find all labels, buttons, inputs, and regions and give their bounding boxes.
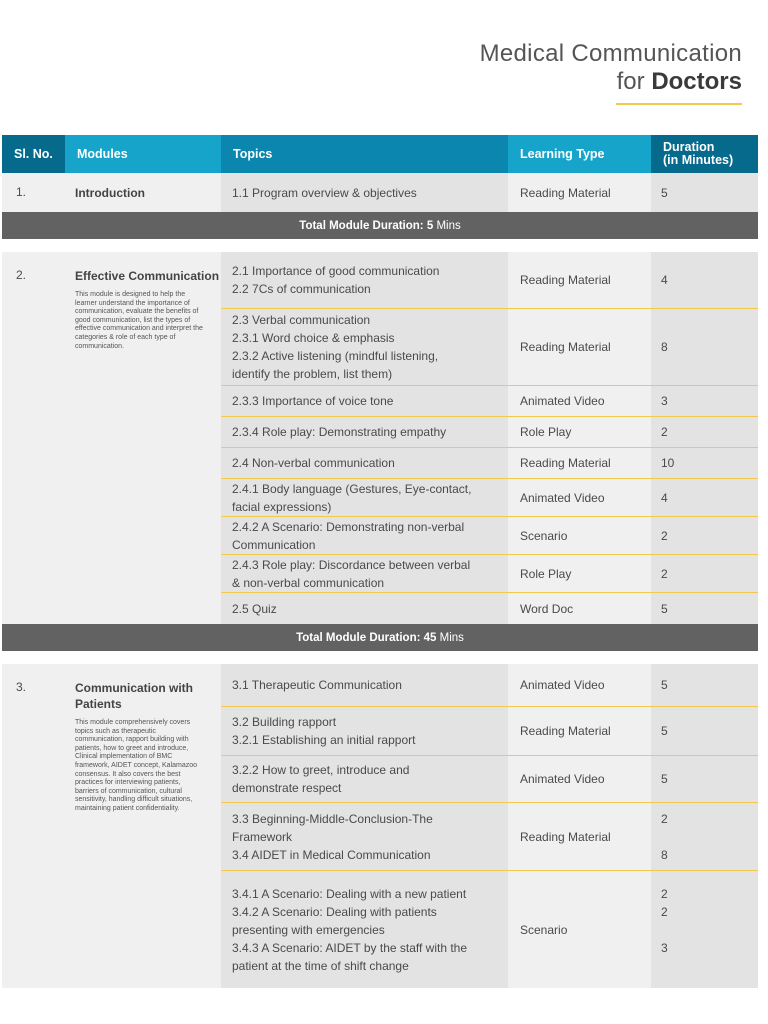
topic-line: 2.3.2 Active listening (mindful listening, — [232, 349, 439, 363]
total-label: Total Module Duration: 5 — [299, 219, 434, 232]
duration-cell — [651, 479, 758, 517]
topic-line: 2.1 Importance of good communication — [232, 264, 440, 278]
duration-cell — [651, 707, 758, 756]
learning-type-column — [508, 252, 651, 624]
module-cell — [65, 664, 221, 988]
module-description: This module comprehensively covers topics such as therapeutic communication, rapport building with patients, how to greet and introduce, Clinical implementation of BMC framework, AIDET concept, Kalamazoo consensus. It also covers the best practices for interviewing patients, barriers of communication, cultural sensitivity, handling difficult situations, maintaining patient confidentiality. — [75, 719, 198, 812]
learning-type-cell: Reading Material — [508, 803, 651, 871]
duration-cell — [651, 309, 758, 386]
module-block — [2, 173, 758, 212]
duration-column — [651, 173, 758, 212]
duration-value: 5 — [661, 678, 668, 692]
topic-line: presenting with emergencies — [232, 922, 385, 937]
learning-type-cell: Reading Material — [508, 707, 651, 756]
duration-value: 2 — [661, 811, 668, 826]
topic-line: 3.2.1 Establishing an initial rapport — [232, 733, 416, 747]
topic-line: identify the problem, list them) — [232, 367, 393, 381]
module-title: Introduction — [75, 186, 145, 200]
learning-type-cell: Scenario — [508, 517, 651, 555]
learning-type-cell: Role Play — [508, 417, 651, 448]
topic-cell — [221, 803, 508, 871]
learning-type-cell: Animated Video — [508, 479, 651, 517]
header-sl-no: Sl. No. — [2, 135, 65, 173]
curriculum-table — [2, 135, 758, 988]
topic-cell — [221, 173, 508, 212]
topic-line: facial expressions) — [232, 499, 332, 514]
topic-line: Framework — [232, 829, 293, 844]
topic-line: 3.4.2 A Scenario: Dealing with patients — [232, 904, 437, 919]
duration-value: 4 — [661, 273, 668, 287]
duration-value: 8 — [661, 340, 668, 354]
duration-value: 5 — [661, 601, 668, 616]
title-underline — [616, 103, 742, 105]
title-for: for — [616, 68, 645, 95]
duration-cell — [651, 756, 758, 803]
module-sl-no: 2. — [2, 252, 65, 624]
topic-line: 2.5 Quiz — [232, 601, 277, 616]
total-unit: Mins — [439, 631, 464, 644]
learning-type-cell: Reading Material — [508, 309, 651, 386]
module-gap — [2, 651, 758, 664]
topic-cell — [221, 417, 508, 448]
topic-cell — [221, 871, 508, 988]
duration-value: 2 — [661, 425, 668, 439]
topic-line: 3.4 AIDET in Medical Communication — [232, 847, 431, 862]
duration-value — [661, 921, 668, 939]
duration-value: 2 — [661, 904, 668, 919]
topic-line: 3.2 Building rapport — [232, 715, 337, 729]
topics-column — [221, 173, 508, 212]
duration-cell — [651, 417, 758, 448]
topic-line: Communication — [232, 537, 316, 552]
topic-line: 1.1 Program overview & objectives — [232, 185, 417, 200]
module-total-bar — [2, 212, 758, 239]
topic-cell — [221, 555, 508, 593]
topic-cell — [221, 593, 508, 624]
topic-line: 2.3.4 Role play: Demonstrating empathy — [232, 425, 447, 439]
modules-body — [2, 173, 758, 988]
duration-value — [661, 828, 668, 846]
topics-column — [221, 664, 508, 988]
header-duration — [651, 135, 758, 173]
topic-cell — [221, 664, 508, 707]
header-duration-label: Duration — [663, 140, 715, 154]
duration-cell — [651, 664, 758, 707]
topic-line: 2.4 Non-verbal communication — [232, 456, 395, 470]
duration-column — [651, 664, 758, 988]
topic-line: 2.2 7Cs of communication — [232, 282, 371, 296]
topic-line: & non-verbal communication — [232, 575, 385, 590]
learning-type-cell: Animated Video — [508, 664, 651, 707]
learning-type-cell: Animated Video — [508, 386, 651, 417]
learning-type-cell: Animated Video — [508, 756, 651, 803]
module-cell — [65, 252, 221, 624]
duration-column — [651, 252, 758, 624]
module-block — [2, 664, 758, 988]
topic-line: 3.4.3 A Scenario: AIDET by the staff with the — [232, 940, 468, 955]
topic-line: demonstrate respect — [232, 781, 342, 795]
duration-value: 2 — [661, 886, 668, 901]
learning-type-cell: Role Play — [508, 555, 651, 593]
duration-value: 3 — [661, 940, 668, 955]
total-label: Total Module Duration: 45 — [296, 631, 437, 644]
topic-line: patient at the time of shift change — [232, 958, 409, 973]
duration-cell — [651, 448, 758, 479]
topic-line: 2.3 Verbal communication — [232, 313, 371, 327]
learning-type-column — [508, 173, 651, 212]
topic-line: 3.1 Therapeutic Communication — [232, 678, 402, 692]
duration-value: 5 — [661, 185, 668, 200]
module-block — [2, 252, 758, 624]
topic-cell — [221, 707, 508, 756]
duration-value: 5 — [661, 772, 668, 786]
learning-type-cell: Reading Material — [508, 252, 651, 309]
topic-line: 2.3.3 Importance of voice tone — [232, 394, 394, 408]
topic-cell — [221, 517, 508, 555]
module-gap — [2, 239, 758, 252]
duration-cell — [651, 252, 758, 309]
module-total-bar — [2, 624, 758, 651]
learning-type-cell: Reading Material — [508, 448, 651, 479]
topic-cell — [221, 756, 508, 803]
duration-cell — [651, 871, 758, 988]
duration-value: 2 — [661, 566, 668, 581]
topic-cell — [221, 309, 508, 386]
duration-value: 3 — [661, 394, 668, 408]
table-header — [2, 135, 758, 173]
header-modules: Modules — [65, 135, 221, 173]
topic-cell — [221, 479, 508, 517]
duration-value — [661, 957, 668, 975]
topic-line: 3.2.2 How to greet, introduce and — [232, 763, 410, 777]
topic-line: 2.4.3 Role play: Discordance between verbal — [232, 557, 471, 572]
module-cell — [65, 173, 221, 212]
duration-cell — [651, 173, 758, 212]
topic-line: 2.4.2 A Scenario: Demonstrating non-verbal — [232, 519, 465, 534]
duration-cell — [651, 593, 758, 624]
topic-line: 2.3.1 Word choice & emphasis — [232, 331, 395, 345]
title-line-2 — [480, 68, 742, 96]
duration-value: 8 — [661, 847, 668, 862]
topic-line: 3.3 Beginning-Middle-Conclusion-The — [232, 811, 433, 826]
duration-value: 4 — [661, 490, 668, 505]
topics-column — [221, 252, 508, 624]
duration-cell — [651, 386, 758, 417]
duration-cell — [651, 803, 758, 871]
topic-cell — [221, 386, 508, 417]
duration-cell — [651, 555, 758, 593]
learning-type-cell: Scenario — [520, 922, 568, 937]
learning-type-cell: Word Doc — [520, 601, 574, 616]
header-topics: Topics — [221, 135, 508, 173]
title-doctors: Doctors — [651, 68, 742, 95]
header-duration-unit: (in Minutes) — [663, 153, 734, 167]
module-sl-no: 1. — [2, 173, 65, 212]
topic-cell — [221, 448, 508, 479]
duration-value: 2 — [661, 528, 668, 543]
duration-cell — [651, 517, 758, 555]
document-title — [480, 40, 742, 96]
title-line-1: Medical Communication — [479, 40, 742, 67]
topic-line: 2.4.1 Body language (Gestures, Eye-contact, — [232, 481, 472, 496]
learning-type-cell: Reading Material — [520, 185, 611, 200]
duration-value: 5 — [661, 724, 668, 738]
module-title: Communication with Patients — [75, 681, 193, 711]
module-description: This module is designed to help the learner understand the importance of communication, evaluate the benefits of good communication, list the types of effective communication and interpret the categories & role of each type of communication. — [75, 291, 203, 350]
topic-cell — [221, 252, 508, 309]
learning-type-column — [508, 664, 651, 988]
header-learning-type: Learning Type — [508, 135, 651, 173]
duration-value: 10 — [661, 456, 675, 470]
module-sl-no: 3. — [2, 664, 65, 988]
topic-line: 3.4.1 A Scenario: Dealing with a new patient — [232, 886, 467, 901]
module-title: Effective Communication — [75, 269, 220, 283]
total-unit: Mins — [436, 219, 461, 232]
